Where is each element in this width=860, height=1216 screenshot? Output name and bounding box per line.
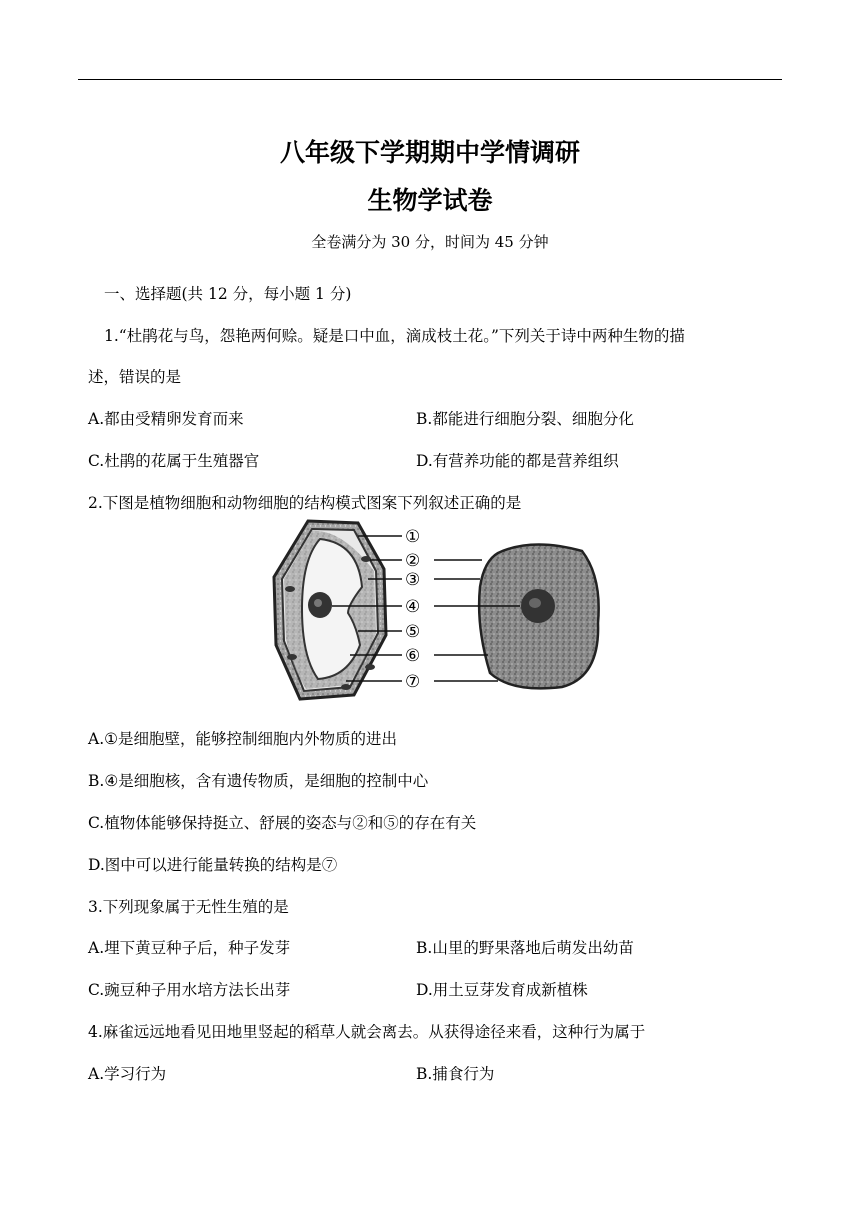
q3-option-d[interactable]: D.用土豆芽发育成新植株 bbox=[416, 981, 588, 999]
q3-option-b[interactable]: B.山里的野果落地后萌发出幼苗 bbox=[416, 939, 634, 957]
page-title: 八年级下学期期中学情调研 bbox=[279, 138, 580, 167]
q4-option-a[interactable]: A.学习行为 bbox=[88, 1065, 167, 1083]
q1-option-c[interactable]: C.杜鹃的花属于生殖器官 bbox=[88, 452, 260, 470]
q1-stem-line1: 1.“杜鹃花与鸟，怨艳两何赊。疑是口中血，滴成枝土花。”下列关于诗中两种生物的描 bbox=[104, 327, 685, 345]
label-4: ④ bbox=[405, 597, 421, 617]
label-7: ⑦ bbox=[405, 672, 421, 692]
q3-option-a[interactable]: A.埋下黄豆种子后，种子发芽 bbox=[88, 939, 291, 957]
q4-stem: 4.麻雀远远地看见田地里竖起的稻草人就会离去。从获得途径来看，这种行为属于 bbox=[88, 1023, 646, 1041]
label-3: ③ bbox=[405, 570, 421, 590]
label-5: ⑤ bbox=[405, 622, 421, 642]
section-heading: 一、选择题(共 12 分，每小题 1 分) bbox=[104, 285, 352, 303]
q1-option-d[interactable]: D.有营养功能的都是营养组织 bbox=[416, 452, 619, 470]
q2-option-b[interactable]: B.④是细胞核，含有遗传物质，是细胞的控制中心 bbox=[88, 772, 429, 790]
header-rule bbox=[78, 79, 782, 80]
q3-option-c[interactable]: C.豌豆种子用水培方法长出芽 bbox=[88, 981, 291, 999]
label-1: ① bbox=[405, 527, 421, 547]
q2-option-a[interactable]: A.①是细胞壁，能够控制细胞内外物质的进出 bbox=[88, 730, 398, 748]
page-subtitle-title: 生物学试卷 bbox=[367, 186, 493, 215]
cell-structure-diagram bbox=[262, 517, 604, 707]
q2-option-d[interactable]: D.图中可以进行能量转换的结构是⑦ bbox=[88, 856, 338, 874]
q1-option-a[interactable]: A.都由受精卵发育而来 bbox=[88, 410, 244, 428]
exam-info: 全卷满分为 30 分，时间为 45 分钟 bbox=[311, 233, 549, 251]
label-2: ② bbox=[405, 551, 421, 571]
q2-option-c[interactable]: C.植物体能够保持挺立、舒展的姿态与②和⑤的存在有关 bbox=[88, 814, 477, 832]
q1-option-b[interactable]: B.都能进行细胞分裂、细胞分化 bbox=[416, 410, 634, 428]
q2-stem: 2.下图是植物细胞和动物细胞的结构模式图案下列叙述正确的是 bbox=[88, 494, 522, 512]
animal-cell bbox=[479, 544, 599, 688]
plant-cell bbox=[274, 521, 386, 699]
q4-option-b[interactable]: B.捕食行为 bbox=[416, 1065, 495, 1083]
q3-stem: 3.下列现象属于无性生殖的是 bbox=[88, 898, 289, 916]
q1-stem-line2: 述，错误的是 bbox=[88, 368, 182, 386]
label-6: ⑥ bbox=[405, 646, 421, 666]
